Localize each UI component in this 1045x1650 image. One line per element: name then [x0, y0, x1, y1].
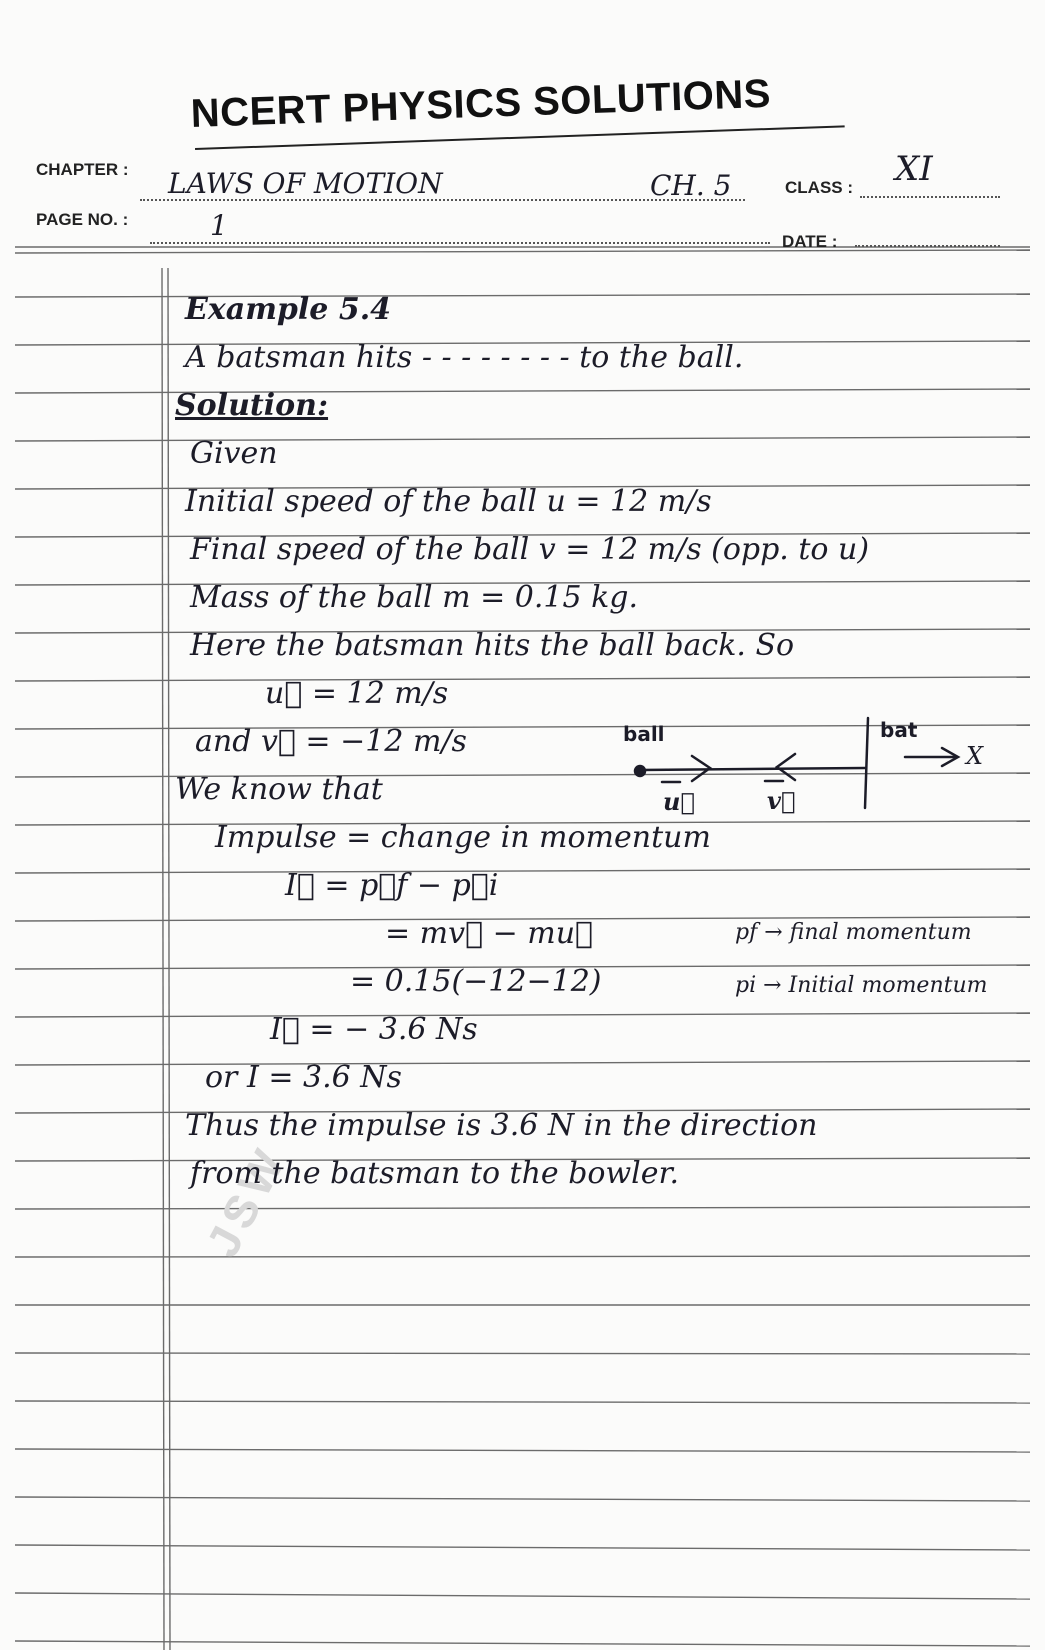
line-conclusion-1: Thus the impulse is 3.6 N in the direction — [185, 1108, 818, 1143]
example-title: Example 5.4 — [185, 292, 392, 327]
solution-label: Solution: — [175, 388, 329, 423]
line-conclusion-2: from the batsman to the bowler. — [190, 1156, 680, 1191]
bat-label: bat — [880, 718, 918, 742]
problem-stub: A batsman hits - - - - - - - - to the ball. — [185, 340, 744, 375]
bat-line — [865, 718, 868, 808]
line-impulse-magnitude: or I = 3.6 Ns — [205, 1060, 402, 1095]
line-we-know: We know that — [175, 772, 383, 807]
line-substitution: = 0.15(−12−12) — [350, 964, 602, 999]
chapter-label: CHAPTER : — [36, 160, 129, 179]
date-label: DATE : — [782, 232, 838, 251]
note-initial-momentum: pi → Initial momentum — [735, 973, 988, 998]
page-no-value: 1 — [210, 209, 228, 242]
v-vector-label: v⃗ — [767, 786, 796, 815]
line-v-vector: and v⃗ = −12 m/s — [195, 724, 467, 759]
line-mv-mu: = mv⃗ − mu⃗ — [385, 916, 594, 951]
page-title: NCERT PHYSICS SOLUTIONS — [190, 71, 772, 136]
watermark: JSW — [195, 1136, 298, 1265]
diagram-axis-line — [640, 768, 865, 770]
x-axis-label: X — [966, 742, 984, 770]
given-label: Given — [190, 436, 278, 471]
chapter-number: CH. 5 — [650, 169, 732, 202]
line-mass: Mass of the ball m = 0.15 kg. — [190, 580, 639, 615]
line-impulse-definition: Impulse = change in momentum — [215, 820, 711, 855]
page-no-label: PAGE NO. : — [36, 210, 129, 229]
chapter-value: LAWS OF MOTION — [168, 167, 443, 200]
ball-dot — [635, 766, 645, 776]
line-impulse-result: I⃗ = − 3.6 Ns — [270, 1012, 478, 1047]
line-impulse-momenta: I⃗ = p⃗f − p⃗i — [285, 868, 499, 903]
v-direction-arrowhead — [777, 754, 795, 780]
note-final-momentum: pf → final momentum — [735, 920, 972, 945]
line-batsman-hits-back: Here the batsman hits the ball back. So — [190, 628, 795, 663]
line-initial-speed: Initial speed of the ball u = 12 m/s — [185, 484, 712, 519]
class-label: CLASS : — [785, 178, 853, 197]
line-u-vector: u⃗ = 12 m/s — [265, 676, 449, 711]
class-value: XI — [895, 149, 933, 189]
ball-label: ball — [623, 722, 665, 746]
line-final-speed: Final speed of the ball v = 12 m/s (opp. to u) — [190, 532, 870, 567]
u-vector-label: u⃗ — [663, 787, 695, 816]
